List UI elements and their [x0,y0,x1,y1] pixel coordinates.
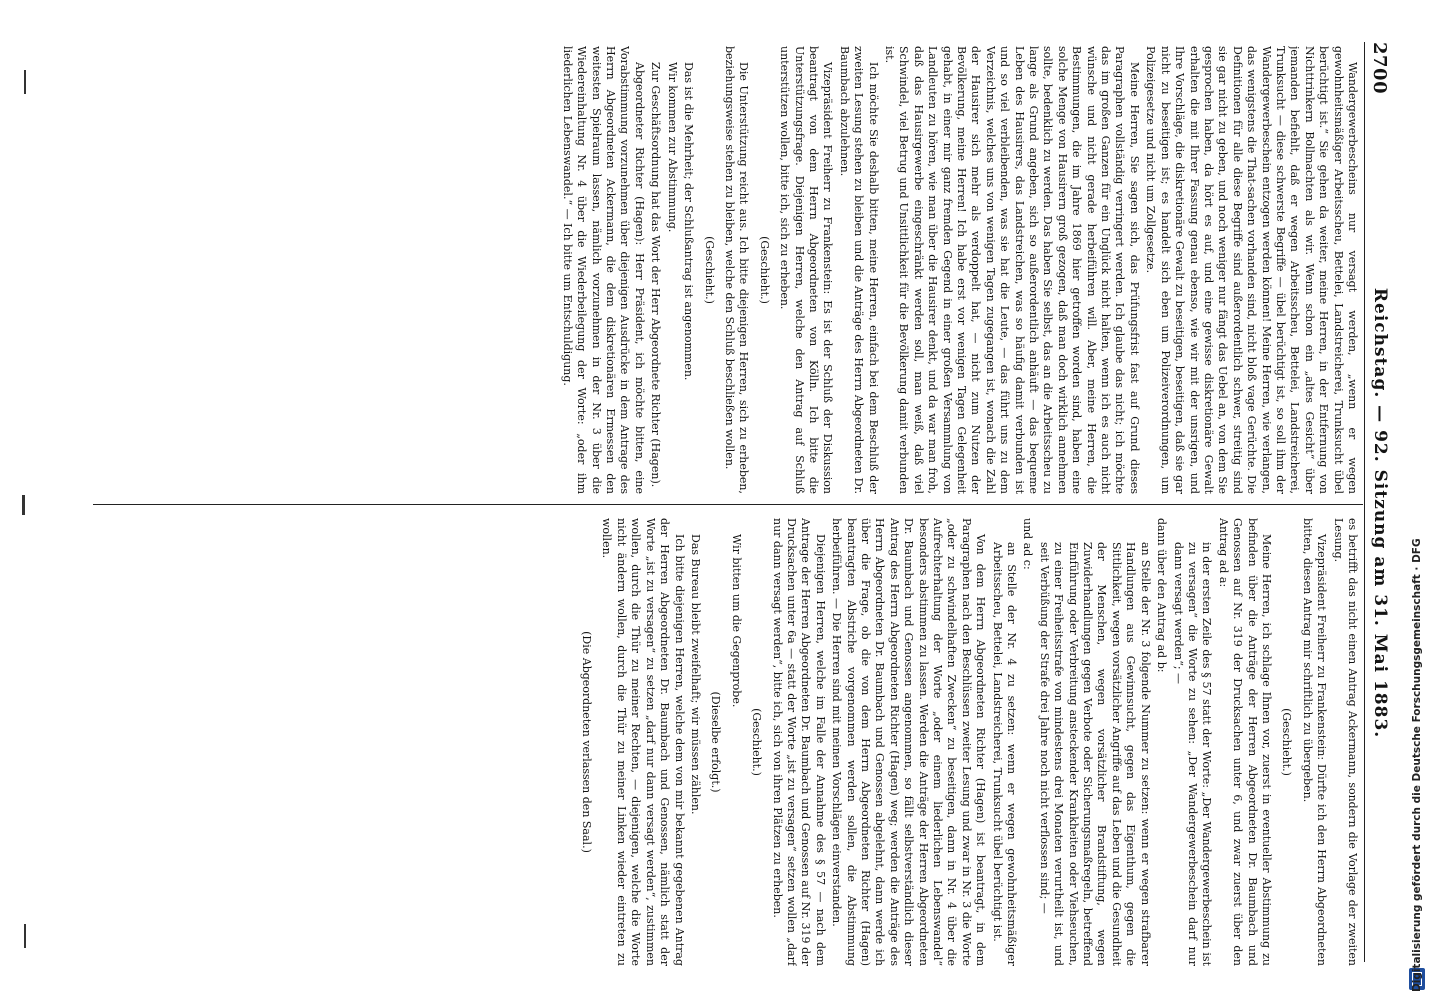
stage-direction: (Geschieht.) [750,708,764,776]
crop-mark [24,924,26,948]
paragraph: Ich möchte Sie deshalb bitten, meine Herren, einfach bei dem Beschluß der zweiten Lesung stehen zu bleiben und die Anträge des Herrn Abgeordneten Dr. Baumbach abzulehnen. [837,46,880,494]
page-title: Reichstag. — 92. Sitzung am 31. Mai 1883. [1370,287,1390,739]
paragraph: Abgeordneter Richter (Hagen): Herr Präsident, ich möchte bitten, eine Vorabstimmung vorzunehmen über diejenigen Ausdrücke in dem Antrage des Herrn Abgeordneten Ackermann, die dem diskretionären Ermessen den weitesten Spielraum lassen, nämlich vorzunehmen in der Nr. 3 über die Wiedereinhaltung Nr. 4 über die Wiederbeilegung der Worte: „oder ihm liederlichen Lebenswandel.“ — Ich bitte um Entschuldigung. [560,46,646,494]
paragraph: und ad c: [1021,518,1035,570]
paragraph: Das Bureau bleibt zweifelhaft; wir müssen zählen. [688,534,702,815]
stage-direction: (Geschieht.) [757,236,771,304]
crop-mark [22,495,25,515]
paragraph: Das ist die Mehrheit; der Schlußantrag ist angenommen. [682,62,696,381]
paragraph: Meine Herren, Sie sagen sich, das Prüfungsfrist fast auf Grund dieses Paragraphen vollständig verringert werden. Ich glaube das nicht; ich möchte das im großen Ganzen für ein Unglück nicht halten, wenn ich es auch nicht wünsche und nicht gerade herbeiführen will. Aber, meine Herren, die Bestimmungen, die im Jahre 1869 hier getroffen worden sind, haben eine solche Menge von Hausirern groß gezogen, daß man doch wirklich annehmen sollte, bedenklich zu werden. Das haben Sie selbst, das an die Arbeitsscheu zu lange als Grund angeben, sich so außerordentlich anhäuft — das bequeme Leben des Hausirers, das Landstreichen, was so häufig damit verbunden ist und so viel verbleibenden, was sie hat die Leute, — das führt uns zu dem Verzeichnis, welches uns von wenigen Tagen zugegangen ist, wonach die Zahl der Hausirer sich mehr als verdoppelt hat, — nicht zum Nutzen der Bevölkerung, meine Herren! Ich habe erst vor wenigen Tagen Gelegenheit gehabt, in einer mir ganz fremden Gegend in einer großen Versammlung von Landleuten zu hören, wie man über die Hausirer denkt, und da war man froh, daß das Hausirgewerbe eingeschränkt werden soll, man weiß, daß viel Schwindel, viel Betrug und Unsittlichkeit für die Bevölkerung damit verbunden ist. [883,46,1141,494]
stage-direction: (Dieselbe erfolgt.) [709,691,723,793]
page-number: 2700 [1369,42,1391,95]
left-text-column [89,46,1359,494]
stage-direction: (Die Abgeordneten verlassen den Saal.) [580,631,594,853]
crop-mark [24,70,26,94]
digitization-credit: Digitalisierung gefördert durch die Deutsche Forschungsgemeinschaft · DFG [1411,538,1423,992]
paragraph: Meine Herren, ich schlage Ihnen vor, zuerst in eventueller Abstimmung zu befinden über die Anträge der Herren Abgeordneten Dr. Baumbach und Genossen auf Nr. 319 der Drucksachen unter 6, und zwar zuerst über den Antrag ad a: [1216,518,1273,966]
paragraph: dann über den Antrag ad b: [1155,518,1169,673]
paragraph: Vizepräsident Freiherr zu Frankenstein: Es ist der Schluß der Diskussion beantragt von dem Herrn Abgeordneten von Kölln. Ich bitte die Unterstützungsfrage. Diejenigen Herren, welche den Antrag auf Schluß unterstützen wollen, bitte ich, sich zu erheben. [778,46,835,494]
paragraph: Von dem Herrn Abgeordneten Richter (Hagen) ist beantragt, in dem Paragraphen nach den Beschlüssen zweiter Lesung und zwar in Nr. 3 die Worte „oder zu schwindelhaften Zwecken“ zu beseitigen, dann in Nr. 4 über die Aufrechterhaltung der Worte „oder einem liederlichen Lebenswandel“ besonders abstimmen zu lassen. Werden die Anträge der Herren Abgeordneten Dr. Baumbach und Genossen angenommen, so fällt selbstverständlich dieser Antrag des Herrn Abgeordneten Richter (Hagen) weg; werden die Anträge des Herrn Abgeordneten Dr. Baumbach und Genossen abgelehnt, dann werde ich über die Frage, ob die von dem Herrn Abgeordneten Richter (Hagen) beantragten Abstriche vorgenommen werden sollen, die Abstimmung herbeiführen. — Die Herren sind mit meinen Vorschlägen einverstanden. [830,518,988,966]
stage-direction: (Geschieht.) [1280,708,1294,776]
right-text-column [89,518,1359,966]
paragraph: Zur Geschäftsordnung hat das Wort der Herr Abgeordnete Richter (Hagen). [649,62,663,488]
paragraph: Diejenigen Herren, welche im Falle der Annahme des § 57 — nach dem Antrage der Herren Abgeordneten Dr. Baumbach und Genossen auf Nr. 319 der Drucksachen unter 6a — statt der Worte „ist zu versagen“ setzen wollen „darf nur dann versagt werden“, bitte ich, sich von ihren Plätzen zu erheben. [770,518,827,966]
header-rule [1364,42,1365,962]
page-header [1365,42,1395,972]
paragraph: es betrifft das nicht einen Antrag Ackermann, sondern die Vorlage der zweiten Lesung. [1331,518,1359,966]
paragraph: in der ersten Zeile des § 57 statt der Worte: „Der Wandergewerbeschein ist zu versagen“ die Worte zu sehen: „Der Wandergewerbeschein darf nur dann versagt werden“; — [1171,542,1214,966]
paragraph: Wandergewerbescheins nur versagt werden, „wenn er wegen gewohnheitsmäßiger Arbeitsscheu, Bettelei, Landstreicherei, Trunksucht übel berüchtigt ist.“ Sie gehen da weiter, meine Herren, in der Entfernung von Nichttrinkern Bollmachten als wir. Wenn schon ein „altes Gesicht“ über jemanden befiehlt, daß er wegen Arbeitsscheu, Bettelei, Landstreicherei, Trunksucht — diese schwerste Begriffe — übel berüchtigt ist, so soll ihm der Wandergewerbeschein entzogen werden können! Meine Herren, wie verlangen, das wenigstens die That-sachen vorhanden sind, nicht bloß vage Gerüchte. Die Definitionen für alle diese Begriffe sind außerordentlich schwer, streitig sind sie gar nicht zu geben, und noch weniger nur fängt das Uebel an, von dem Sie gesprochen haben, da hört es auf, und eine gewisse diskretionäre Gewalt erhalten die mit Ihrer Fassung genau ebenso, wie wir mit der unsrigen, und Ihre Vorschläge, die diskretionäre Gewalt zu beseitigen, beseitigen, daß sie gar nicht zu beseitigen ist; es handelt sich eben um Polizeiverordnungen, um Polizeigesetze und nicht um Zollgesetze. [1144,46,1359,494]
rotated-scanned-page [85,18,1405,978]
paragraph: Wir kommen zur Abstimmung. [665,62,679,233]
paragraph: Die Unterstützung reicht aus. Ich bitte diejenigen Herren, sich zu erheben, beziehungsweise stehen zu bleiben, welche den Schluß beschließen wollen. [722,46,751,494]
paragraph: an Stelle der Nr. 3 folgende Nummer zu setzen: wenn er wegen strafbarer Handlungen aus Gewinnsucht, gegen das Eigenthum, gegen die Sittlichkeit, wegen vorsätzlicher Angriffe auf das Leben und die Gesundheit der Menschen, wegen vorsätzlicher Brandstiftung, wegen Zuwiderhandlungen gegen Verbote oder Sicherungsmaßregeln, betreffend Einführung oder Verbreitung ansteckender Krankheiten oder Viehseuchen, zu einer Freiheitsstrafe von mindestens drei Monaten verurtheilt ist, und seit Verbüßung der Strafe drei Jahre noch nicht verflossen sind; — [1037,542,1152,966]
paragraph: Wir bitten um die Gegenprobe. [729,534,743,708]
column-divider [93,504,1363,505]
paragraph: an Stelle der Nr. 4 zu setzen: wenn er wegen gewohnheitsmäßiger Arbeitsscheu, Bettelei, Landstreicherei, Trunksucht übel berüchtigt ist. [990,542,1019,966]
paragraph: Vizepräsident Freiherr zu Frankenstein: Dürfte ich den Herrn Abgeordneten bitten, diesen Antrag mir schriftlich zu übergeben. [1300,518,1329,966]
stage-direction: (Geschieht.) [702,236,716,304]
paragraph: Ich bitte diejenigen Herren, welche dem von mir bekannt gegebenen Antrag der Herren Abgeordneten Dr. Baumbach und Genossen, nämlich statt der Worte „ist zu versagen“ zu setzen „darf nur dann versagt werden“, zustimmen wollen, durch die Thür zu meiner Rechten, — diejenigen, welche die Worte nicht ändern wollen, durch die Thür zu meiner Linken wieder eintreten zu wollen. [600,518,686,966]
